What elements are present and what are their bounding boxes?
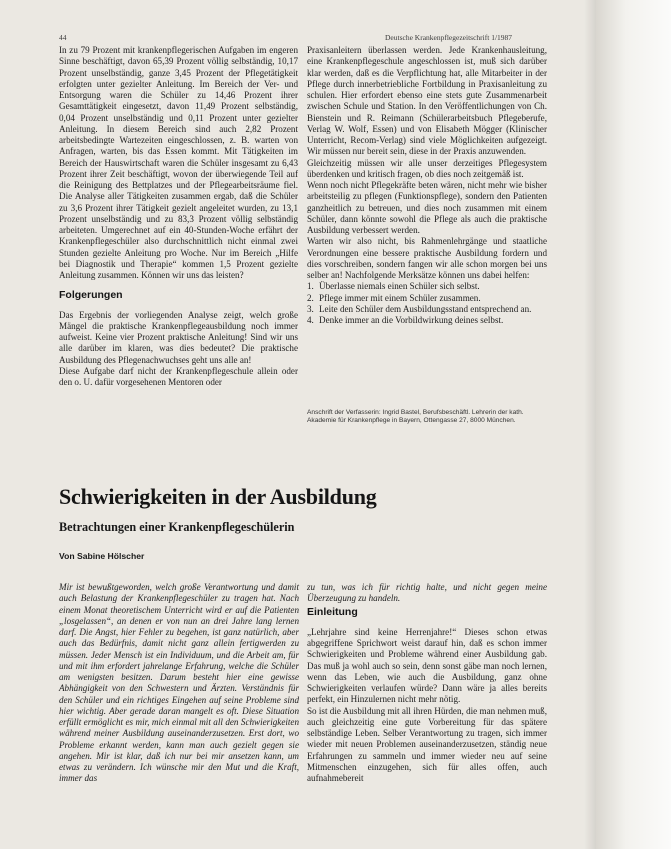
section-heading-einleitung: Einleitung bbox=[307, 605, 358, 618]
right-paragraph-4: Warten wir also nicht, bis Rahmenlehrgänge und staatliche Verordnungen eine bessere praktische Ausbildung fordern und dies vorschreiben, sondern fangen wir alle schon morgen bei uns selber an! Nachfolgende Merksätze können uns dabei helfen: bbox=[307, 236, 547, 280]
book-spine bbox=[596, 0, 671, 849]
author-address-note: Anschrift der Verfasserin: Ingrid Bastel, Berufsbeschäftl. Lehrerin der kath. Akademie für Krankenpflege in Bayern, Ottengasse 27, 8000 München. bbox=[307, 409, 524, 425]
article-byline: Von Sabine Hölscher bbox=[59, 551, 145, 561]
left-paragraph-1: In zu 79 Prozent mit krankenpflegerischen Aufgaben im engeren Sinne beschäftigt, davon 65,39 Prozent völlig selbständig, 10,17 Prozent unselbständig, ganze 3,45 Prozent der Pflegetätigkeit erfolgten unter gezielter Anleitung. Im Bereich der Ver- und Entsorgung waren die Schüler zu 14,46 Prozent ihrer Gesamttätigkeit eingesetzt, davon 11,49 Prozent selbständig, 0,04 Prozent unselbständig und 0,11 Prozent unter gezielter Anleitung. In diesem Bereich sind auch 2,82 Prozent arbeitsbedingte Wartezeiten eingeschlossen, z. B. warten von Anfragen, warten, bis das Essen kommt. Mit Tätigkeiten im Bereich der Hauswirtschaft waren die Schüler insgesamt zu 6,43 Prozent ihrer Zeit beschäftigt, wovon der überwiegende Teil auf die Reinigung des Bettplatzes und der Pflegearbeitsräume fiel. Die Analyse aller Tätigkeiten zusammen ergab, daß die Schüler zu 3,6 Prozent ihrer Tätigkeit gezielt angeleitet wurden, zu 13,1 Prozent unselbständig und zu 83,3 Prozent völlig selbständig arbeiteten. Umgerechnet auf ein 40-Stunden-Woche erfährt der Krankenpflegeschüler also durchschnittlich nicht einmal zwei Stunden gezielte Anleitung pro Woche. Nur im Bereich „Hilfe bei Diagnostik und Therapie“ kommen 1,5 Prozent gezielte Anleitung zusammen. Können wir uns das leisten? bbox=[59, 45, 298, 280]
list-number: 4. bbox=[307, 315, 314, 325]
left-column bbox=[59, 45, 298, 388]
article-intro: Mir ist bewußtgeworden, welch große Verantwortung und damit auch Belastung der Krankenpflegeschüler zu tragen hat. Nach einem Monat theoretischem Unterricht wird er auf die Patienten „losgelassen“, an denen er von nun an drei Jahre lang lernen darf. Die Angst, hier Fehler zu begehen, ist ganz natürlich, aber auch das Bedürfnis, damit nicht ganz allein fertigwerden zu müssen. Jeder Mensch ist ein Individuum, und die Arbeit am, für und mit ihm erfordert jahrelange Erfahrung, welche die Schüler am wenigsten besitzen. Darum besteht hier eine gewisse Abhängigkeit von den Schwestern und Ärzten. Verständnis für den Schüler und ein richtiges Eingehen auf seine Probleme sind hier wichtig. Aber gerade daran mangelt es oft. Diese Situation erfüllt ermöglicht es mir, mich einmal mit all den Schwierigkeiten während meiner Ausbildung auseinanderzusetzen. Erst dort, wo Probleme erkannt werden, kann man auch gezielt gegen sie angehen. Mir ist klar, daß ich nur bei mir ansetzen kann, um etwas zu verändern. Ich wünsche mir den Mut und die Kraft, immer das bbox=[59, 582, 299, 784]
list-text: Pflege immer mit einem Schüler zusammen. bbox=[319, 292, 481, 303]
page-number: 44 bbox=[59, 33, 67, 42]
article-title: Schwierigkeiten in der Ausbildung bbox=[59, 484, 377, 509]
list-text: Überlasse niemals einen Schüler sich selbst. bbox=[319, 281, 480, 292]
right-paragraph-2: Gleichzeitig müssen wir alle unser derzeitiges Pflegesystem überdenken und kritisch fragen, ob dies noch zeitgemäß ist. bbox=[307, 157, 547, 179]
article-intro-continued: zu tun, was ich für richtig halte, und nicht gegen meine Überzeugung zu handeln. bbox=[307, 582, 547, 604]
right-paragraph-1: Praxisanleitern überlassen werden. Jede Krankenhausleitung, eine Krankenpflegeschule angeschlossen ist, muß sich darüber klar werden, daß es die Verpflichtung hat, alle Mitarbeiter in der Pflege durch innerbetriebliche Fortbildung in Praxisanleitung zu schulen. Hier erfordert ebenso eine stets gute Zusammenarbeit zwischen Schule und Station. In den Veröffentlichungen von Ch. Bienstein und R. Reimann (Schülerarbeitsbuch Pflegeberufe, Verlag W. Wolf, Essen) und von Elisabeth Mögger (Klinischer Unterricht, Recom-Verlag) sind viele Möglichkeiten aufgezeigt. Wir müssen nur bereit sein, diese in der Praxis anzuwenden. bbox=[307, 45, 547, 157]
article-body-paragraph-1: „Lehrjahre sind keine Herrenjahre!“ Dieses schon etwas abgegriffene Sprichwort weist darauf hin, daß es schon immer Schwierigkeiten und Probleme während einer Ausbildung gab. Das muß ja wohl auch so sein, denn sonst gäbe man noch lernen, wenn das Leben, wie auch die Ausbildung, ganz ohne Schwierigkeiten verlaufen würde? Dann wäre ja alles bereits perfekt, ein Hinzulernen nicht mehr nötig. bbox=[307, 626, 547, 705]
list-item bbox=[307, 304, 547, 315]
article-intro-column bbox=[59, 582, 299, 785]
right-paragraph-3: Wenn noch nicht Pflegekräfte beten wären, nicht mehr wie bisher arbeitsteilig zu pflegen (Funktionspflege), sondern den Patienten ganzheitlich zu betreuen, und dies noch zusammen mit einem Schüler, dann könnte sowohl die Pflege als auch die praktische Ausbildung verbessert werden. bbox=[307, 180, 547, 235]
list-item bbox=[307, 293, 547, 304]
left-paragraph-2: Das Ergebnis der vorliegenden Analyse zeigt, welch große Mängel die praktische Krankenpflegeausbildung noch immer aufweist. Keine vier Prozent praktische Anleitung! Sind wir uns alle darüber im klaren, was dies bedeutet? Die praktische Ausbildung des Pflegenachwuchses geht uns alle an! bbox=[59, 309, 298, 365]
section-heading-folgerungen: Folgerungen bbox=[59, 289, 123, 302]
article-body-paragraph-2: So ist die Ausbildung mit all ihren Hürden, die man nehmen muß, auch gleichzeitig eine gute Vorbereitung für das spätere selbständige Leben. Selber Verantwortung zu tragen, sich immer wieder mit neuen Problemen auseinanderzusetzen, ständig neue Erfahrungen zu sammeln und immer wieder neu auf seine Mitmenschen einzugehen, sich für alles offen, auch aufnahmebereit bbox=[307, 705, 547, 783]
list-item bbox=[307, 315, 547, 326]
list-text: Denke immer an die Vorbildwirkung deines selbst. bbox=[319, 315, 504, 325]
left-paragraph-3: Diese Aufgabe darf nicht der Krankenpflegeschule allein oder den o. U. dafür vorgesehenen Mentoren oder bbox=[59, 365, 298, 387]
list-number: 3. bbox=[307, 303, 314, 314]
article-subtitle: Betrachtungen einer Krankenpflegeschülerin bbox=[59, 520, 295, 534]
list-text: Leite den Schüler dem Ausbildungsstand entsprechend an. bbox=[319, 303, 532, 314]
list-number: 2. bbox=[307, 292, 314, 303]
right-column bbox=[307, 45, 547, 326]
article-body-column bbox=[307, 582, 547, 784]
list-number: 1. bbox=[307, 281, 314, 292]
journal-header: Deutsche Krankenpflegezeitschrift 1/1987 bbox=[385, 33, 513, 42]
list-item bbox=[307, 281, 547, 292]
